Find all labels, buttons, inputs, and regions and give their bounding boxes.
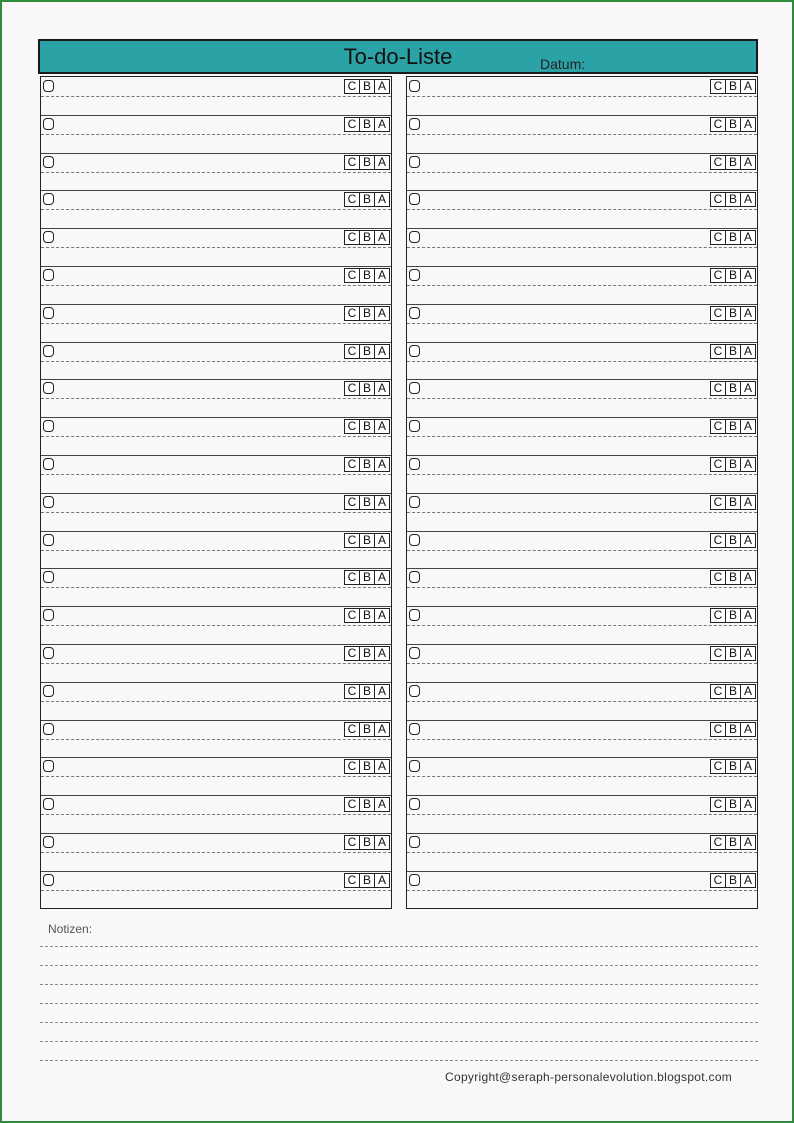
todo-row <box>41 871 391 909</box>
priority-boxes <box>345 344 390 359</box>
priority-boxes <box>711 381 756 396</box>
priority-box-c[interactable]: C <box>344 344 360 359</box>
priority-box-a[interactable]: A <box>740 722 756 737</box>
priority-boxes <box>711 684 756 699</box>
todo-row <box>407 190 757 228</box>
note-line <box>40 965 758 966</box>
priority-box-b[interactable]: B <box>359 381 375 396</box>
priority-box-a[interactable]: A <box>740 268 756 283</box>
priority-box-c[interactable]: C <box>344 230 360 245</box>
priority-boxes <box>345 495 390 510</box>
todo-checkbox[interactable] <box>409 80 420 92</box>
priority-box-b[interactable]: B <box>359 533 375 548</box>
priority-box-a[interactable]: A <box>740 873 756 888</box>
todo-row <box>41 757 391 795</box>
priority-box-b[interactable]: B <box>359 268 375 283</box>
priority-box-c[interactable]: C <box>710 457 726 472</box>
priority-box-a[interactable]: A <box>374 533 390 548</box>
priority-box-c[interactable]: C <box>710 608 726 623</box>
todo-row <box>407 342 757 380</box>
priority-boxes <box>711 268 756 283</box>
priority-box-a[interactable]: A <box>374 608 390 623</box>
todo-checkbox[interactable] <box>43 345 54 357</box>
todo-row <box>41 493 391 531</box>
priority-boxes <box>345 155 390 170</box>
todo-row <box>407 757 757 795</box>
todo-row <box>41 115 391 153</box>
priority-box-c[interactable]: C <box>710 230 726 245</box>
priority-boxes <box>711 155 756 170</box>
todo-row <box>407 644 757 682</box>
todo-checkbox[interactable] <box>409 609 420 621</box>
priority-box-b[interactable]: B <box>359 684 375 699</box>
priority-box-c[interactable]: C <box>344 533 360 548</box>
todo-row <box>407 304 757 342</box>
priority-box-a[interactable]: A <box>740 608 756 623</box>
todo-row <box>407 795 757 833</box>
priority-boxes <box>711 722 756 737</box>
priority-boxes <box>345 419 390 434</box>
todo-row <box>407 606 757 644</box>
priority-box-a[interactable]: A <box>740 759 756 774</box>
priority-box-b[interactable]: B <box>725 646 741 661</box>
priority-boxes <box>711 192 756 207</box>
todo-checkbox[interactable] <box>409 420 420 432</box>
todo-row <box>41 606 391 644</box>
todo-row <box>41 644 391 682</box>
priority-box-c[interactable]: C <box>344 495 360 510</box>
todo-checkbox[interactable] <box>409 307 420 319</box>
note-line <box>40 1022 758 1023</box>
priority-box-b[interactable]: B <box>725 306 741 321</box>
todo-checkbox[interactable] <box>43 760 54 772</box>
priority-box-c[interactable]: C <box>344 646 360 661</box>
priority-box-b[interactable]: B <box>359 419 375 434</box>
priority-box-c[interactable]: C <box>710 873 726 888</box>
priority-box-b[interactable]: B <box>359 155 375 170</box>
priority-boxes <box>345 192 390 207</box>
priority-box-a[interactable]: A <box>374 835 390 850</box>
priority-boxes <box>711 344 756 359</box>
todo-checkbox[interactable] <box>43 307 54 319</box>
priority-boxes <box>711 835 756 850</box>
priority-box-b[interactable]: B <box>359 192 375 207</box>
priority-box-c[interactable]: C <box>344 117 360 132</box>
note-line <box>40 984 758 985</box>
priority-box-a[interactable]: A <box>374 419 390 434</box>
todo-column-right <box>406 76 758 909</box>
priority-box-a[interactable]: A <box>374 192 390 207</box>
todo-checkbox[interactable] <box>409 723 420 735</box>
todo-checkbox[interactable] <box>43 685 54 697</box>
priority-boxes <box>711 608 756 623</box>
priority-box-a[interactable]: A <box>374 570 390 585</box>
priority-box-a[interactable]: A <box>374 79 390 94</box>
todo-checkbox[interactable] <box>43 458 54 470</box>
priority-box-c[interactable]: C <box>344 835 360 850</box>
priority-boxes <box>345 646 390 661</box>
priority-box-a[interactable]: A <box>740 835 756 850</box>
todo-row <box>407 720 757 758</box>
priority-box-b[interactable]: B <box>359 722 375 737</box>
priority-box-b[interactable]: B <box>359 835 375 850</box>
priority-box-c[interactable]: C <box>344 797 360 812</box>
priority-box-c[interactable]: C <box>344 608 360 623</box>
priority-boxes <box>711 797 756 812</box>
note-line <box>40 946 758 947</box>
priority-boxes <box>345 570 390 585</box>
priority-box-c[interactable]: C <box>710 192 726 207</box>
todo-row <box>41 266 391 304</box>
priority-box-c[interactable]: C <box>710 344 726 359</box>
priority-box-c[interactable]: C <box>344 684 360 699</box>
todo-checkbox[interactable] <box>43 836 54 848</box>
priority-box-b[interactable]: B <box>725 684 741 699</box>
todo-checkbox[interactable] <box>43 534 54 546</box>
priority-box-c[interactable]: C <box>710 155 726 170</box>
priority-box-c[interactable]: C <box>710 419 726 434</box>
priority-box-c[interactable]: C <box>710 684 726 699</box>
priority-box-c[interactable]: C <box>710 79 726 94</box>
priority-box-a[interactable]: A <box>374 873 390 888</box>
page-title: To-do-Liste <box>343 44 453 69</box>
priority-box-b[interactable]: B <box>725 759 741 774</box>
priority-box-c[interactable]: C <box>710 759 726 774</box>
todo-row <box>407 228 757 266</box>
todo-row <box>41 720 391 758</box>
todo-checkbox[interactable] <box>43 193 54 205</box>
todo-row <box>407 493 757 531</box>
priority-box-c[interactable]: C <box>344 419 360 434</box>
priority-box-a[interactable]: A <box>740 155 756 170</box>
todo-checkbox[interactable] <box>409 269 420 281</box>
priority-box-a[interactable]: A <box>740 646 756 661</box>
priority-box-b[interactable]: B <box>725 722 741 737</box>
priority-box-b[interactable]: B <box>359 79 375 94</box>
todo-row <box>41 795 391 833</box>
priority-box-a[interactable]: A <box>374 381 390 396</box>
todo-row <box>407 115 757 153</box>
priority-box-a[interactable]: A <box>740 381 756 396</box>
date-label: Datum: <box>540 56 586 72</box>
priority-box-b[interactable]: B <box>359 495 375 510</box>
priority-box-b[interactable]: B <box>725 192 741 207</box>
todo-checkbox[interactable] <box>43 80 54 92</box>
priority-box-a[interactable]: A <box>374 759 390 774</box>
priority-box-c[interactable]: C <box>344 570 360 585</box>
copyright-text: Copyright@seraph-personalevolution.blogspot.com <box>445 1070 733 1084</box>
todo-checkbox[interactable] <box>409 382 420 394</box>
todo-row <box>407 266 757 304</box>
priority-box-b[interactable]: B <box>359 570 375 585</box>
todo-row <box>407 455 757 493</box>
priority-boxes <box>711 646 756 661</box>
todo-checkbox[interactable] <box>409 156 420 168</box>
priority-box-c[interactable]: C <box>710 306 726 321</box>
todo-checkbox[interactable] <box>409 647 420 659</box>
header-bar <box>38 39 758 74</box>
todo-checkbox[interactable] <box>43 382 54 394</box>
priority-boxes <box>345 230 390 245</box>
priority-box-b[interactable]: B <box>725 381 741 396</box>
priority-box-a[interactable]: A <box>740 117 756 132</box>
priority-box-b[interactable]: B <box>725 230 741 245</box>
todo-row <box>41 531 391 569</box>
priority-box-c[interactable]: C <box>344 873 360 888</box>
todo-checkbox[interactable] <box>409 458 420 470</box>
priority-box-c[interactable]: C <box>710 117 726 132</box>
priority-boxes <box>711 495 756 510</box>
priority-box-c[interactable]: C <box>710 722 726 737</box>
priority-box-c[interactable]: C <box>344 155 360 170</box>
priority-box-c[interactable]: C <box>344 381 360 396</box>
priority-box-b[interactable]: B <box>725 797 741 812</box>
priority-box-b[interactable]: B <box>725 79 741 94</box>
todo-checkbox[interactable] <box>43 609 54 621</box>
todo-row <box>407 417 757 455</box>
priority-box-c[interactable]: C <box>344 457 360 472</box>
todo-row <box>41 190 391 228</box>
priority-box-c[interactable]: C <box>710 495 726 510</box>
priority-boxes <box>711 570 756 585</box>
todo-row <box>407 153 757 191</box>
priority-boxes <box>345 117 390 132</box>
priority-box-a[interactable]: A <box>740 306 756 321</box>
priority-boxes <box>711 533 756 548</box>
priority-box-a[interactable]: A <box>374 684 390 699</box>
todo-checkbox[interactable] <box>43 156 54 168</box>
todo-row <box>41 568 391 606</box>
todo-checkbox[interactable] <box>409 874 420 886</box>
todo-checkbox[interactable] <box>409 345 420 357</box>
priority-box-b[interactable]: B <box>725 117 741 132</box>
todo-row <box>41 77 391 115</box>
todo-checkbox[interactable] <box>43 798 54 810</box>
todo-checkbox[interactable] <box>409 571 420 583</box>
priority-box-a[interactable]: A <box>740 344 756 359</box>
priority-boxes <box>345 722 390 737</box>
priority-box-a[interactable]: A <box>740 495 756 510</box>
priority-boxes <box>711 79 756 94</box>
todo-checkbox[interactable] <box>43 647 54 659</box>
priority-box-b[interactable]: B <box>725 495 741 510</box>
todo-row <box>407 379 757 417</box>
priority-box-a[interactable]: A <box>740 570 756 585</box>
priority-boxes <box>345 835 390 850</box>
note-line <box>40 1041 758 1042</box>
note-line <box>40 1060 758 1061</box>
priority-box-b[interactable]: B <box>725 873 741 888</box>
todo-checkbox[interactable] <box>409 685 420 697</box>
priority-box-b[interactable]: B <box>359 230 375 245</box>
priority-box-a[interactable]: A <box>374 306 390 321</box>
priority-box-b[interactable]: B <box>359 873 375 888</box>
priority-boxes <box>345 684 390 699</box>
todo-checkbox[interactable] <box>43 231 54 243</box>
priority-box-b[interactable]: B <box>725 419 741 434</box>
todo-checkbox[interactable] <box>43 874 54 886</box>
priority-box-a[interactable]: A <box>374 155 390 170</box>
priority-boxes <box>711 873 756 888</box>
priority-boxes <box>345 79 390 94</box>
priority-boxes <box>711 759 756 774</box>
priority-boxes <box>711 457 756 472</box>
priority-box-b[interactable]: B <box>725 608 741 623</box>
priority-box-c[interactable]: C <box>710 533 726 548</box>
priority-box-c[interactable]: C <box>344 79 360 94</box>
priority-boxes <box>711 230 756 245</box>
todo-row <box>41 379 391 417</box>
priority-box-b[interactable]: B <box>359 117 375 132</box>
note-line <box>40 1003 758 1004</box>
priority-box-b[interactable]: B <box>359 759 375 774</box>
todo-checkbox[interactable] <box>409 496 420 508</box>
priority-box-b[interactable]: B <box>359 306 375 321</box>
priority-box-b[interactable]: B <box>359 457 375 472</box>
priority-box-b[interactable]: B <box>725 533 741 548</box>
todo-row <box>407 682 757 720</box>
todo-row <box>407 77 757 115</box>
priority-box-b[interactable]: B <box>725 835 741 850</box>
todo-row <box>41 682 391 720</box>
todo-row <box>41 304 391 342</box>
priority-box-b[interactable]: B <box>725 457 741 472</box>
todo-checkbox[interactable] <box>43 269 54 281</box>
todo-column-left <box>40 76 392 909</box>
todo-checkbox[interactable] <box>409 231 420 243</box>
priority-boxes <box>345 533 390 548</box>
priority-box-a[interactable]: A <box>740 192 756 207</box>
priority-boxes <box>345 797 390 812</box>
todo-row <box>41 417 391 455</box>
priority-box-c[interactable]: C <box>710 797 726 812</box>
priority-box-a[interactable]: A <box>740 684 756 699</box>
priority-box-a[interactable]: A <box>740 797 756 812</box>
priority-box-c[interactable]: C <box>710 646 726 661</box>
priority-box-c[interactable]: C <box>710 835 726 850</box>
priority-box-a[interactable]: A <box>740 533 756 548</box>
priority-box-a[interactable]: A <box>374 457 390 472</box>
todo-row <box>41 228 391 266</box>
todo-row <box>407 568 757 606</box>
priority-box-b[interactable]: B <box>359 797 375 812</box>
todo-checkbox[interactable] <box>43 571 54 583</box>
priority-box-b[interactable]: B <box>725 570 741 585</box>
todo-row <box>41 833 391 871</box>
priority-box-a[interactable]: A <box>740 419 756 434</box>
priority-boxes <box>711 117 756 132</box>
todo-row <box>407 833 757 871</box>
priority-box-c[interactable]: C <box>344 306 360 321</box>
priority-boxes <box>345 759 390 774</box>
todo-row <box>41 342 391 380</box>
todo-checkbox[interactable] <box>43 118 54 130</box>
todo-checkbox[interactable] <box>409 534 420 546</box>
todo-checkbox[interactable] <box>409 798 420 810</box>
priority-box-a[interactable]: A <box>374 797 390 812</box>
priority-box-c[interactable]: C <box>344 759 360 774</box>
todo-checkbox[interactable] <box>43 723 54 735</box>
priority-box-a[interactable]: A <box>374 646 390 661</box>
priority-box-b[interactable]: B <box>359 608 375 623</box>
priority-box-c[interactable]: C <box>344 268 360 283</box>
priority-box-c[interactable]: C <box>344 722 360 737</box>
todo-row <box>41 455 391 493</box>
todo-row <box>407 871 757 909</box>
priority-box-a[interactable]: A <box>374 230 390 245</box>
priority-box-a[interactable]: A <box>374 495 390 510</box>
priority-box-b[interactable]: B <box>359 344 375 359</box>
priority-box-a[interactable]: A <box>740 457 756 472</box>
priority-box-b[interactable]: B <box>725 268 741 283</box>
priority-box-a[interactable]: A <box>374 722 390 737</box>
priority-box-c[interactable]: C <box>710 381 726 396</box>
todo-checkbox[interactable] <box>43 420 54 432</box>
priority-boxes <box>345 306 390 321</box>
todo-checkbox[interactable] <box>409 118 420 130</box>
priority-boxes <box>345 381 390 396</box>
priority-boxes <box>345 457 390 472</box>
todo-row <box>41 153 391 191</box>
priority-box-c[interactable]: C <box>344 192 360 207</box>
todo-row <box>407 531 757 569</box>
priority-boxes <box>345 873 390 888</box>
todo-checkbox[interactable] <box>409 193 420 205</box>
priority-boxes <box>345 608 390 623</box>
priority-box-a[interactable]: A <box>740 79 756 94</box>
priority-box-b[interactable]: B <box>725 344 741 359</box>
priority-boxes <box>345 268 390 283</box>
priority-box-a[interactable]: A <box>740 230 756 245</box>
priority-box-a[interactable]: A <box>374 344 390 359</box>
todo-checkbox[interactable] <box>409 760 420 772</box>
priority-box-b[interactable]: B <box>725 155 741 170</box>
todo-checkbox[interactable] <box>43 496 54 508</box>
priority-box-a[interactable]: A <box>374 117 390 132</box>
priority-box-c[interactable]: C <box>710 570 726 585</box>
notes-label: Notizen: <box>48 922 93 936</box>
priority-box-c[interactable]: C <box>710 268 726 283</box>
priority-boxes <box>711 419 756 434</box>
todo-checkbox[interactable] <box>409 836 420 848</box>
priority-box-a[interactable]: A <box>374 268 390 283</box>
priority-boxes <box>711 306 756 321</box>
priority-box-b[interactable]: B <box>359 646 375 661</box>
